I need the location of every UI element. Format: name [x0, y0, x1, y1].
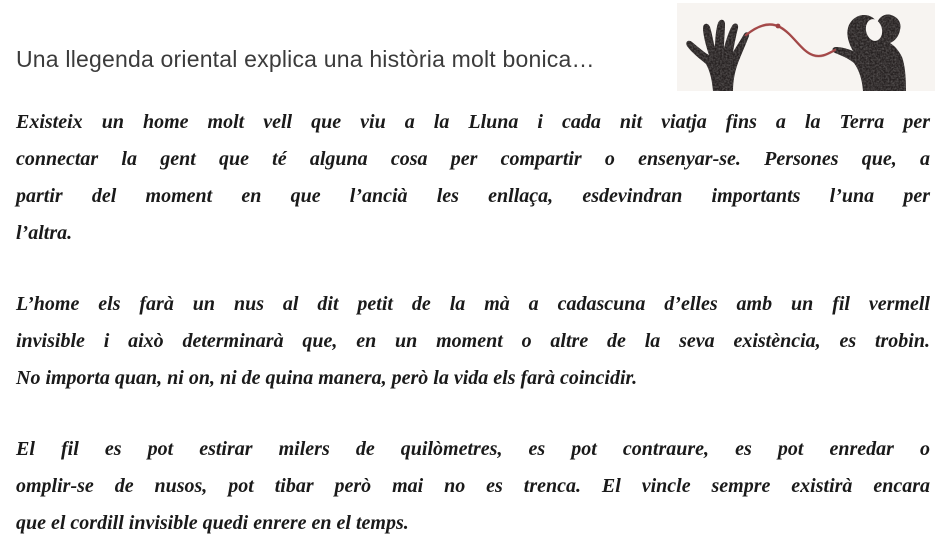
story-line: El fil es pot estirar milers de quilòmetres, es pot contraure, es pot enredar o — [16, 438, 930, 460]
story-paragraph — [16, 431, 930, 542]
story-text — [0, 96, 944, 542]
story-paragraph — [16, 104, 930, 252]
story-line: L’home els farà un nus al dit petit de la mà a cadascuna d’elles amb un fil vermell — [16, 293, 930, 315]
story-line: partir del moment en que l’ancià les enllaça, esdevindran importants l’una per — [16, 185, 930, 207]
document-header — [0, 0, 944, 96]
story-line: Existeix un home molt vell que viu a la Lluna i cada nit viatja fins a la Terra per — [16, 111, 930, 133]
two-hands-red-thread-image — [677, 3, 935, 91]
story-line: l’altra. — [16, 222, 73, 244]
story-paragraph — [16, 286, 930, 397]
story-line: invisible i això determinarà que, en un moment o altre de la seva existència, es trobin. — [16, 330, 930, 352]
story-line: connectar la gent que té alguna cosa per compartir o ensenyar-se. Persones que, a — [16, 148, 930, 170]
thread-knot — [776, 24, 781, 29]
story-line: que el cordill invisible quedi enrere en el temps. — [16, 512, 409, 534]
story-line: omplir-se de nusos, pot tibar però mai no es trenca. El vincle sempre existirà encara — [16, 475, 930, 497]
red-thread-illustration — [677, 3, 935, 91]
page-title: Una llegenda oriental explica una història molt bonica… — [16, 46, 595, 72]
story-line: No importa quan, ni on, ni de quina manera, però la vida els farà coincidir. — [16, 367, 638, 389]
